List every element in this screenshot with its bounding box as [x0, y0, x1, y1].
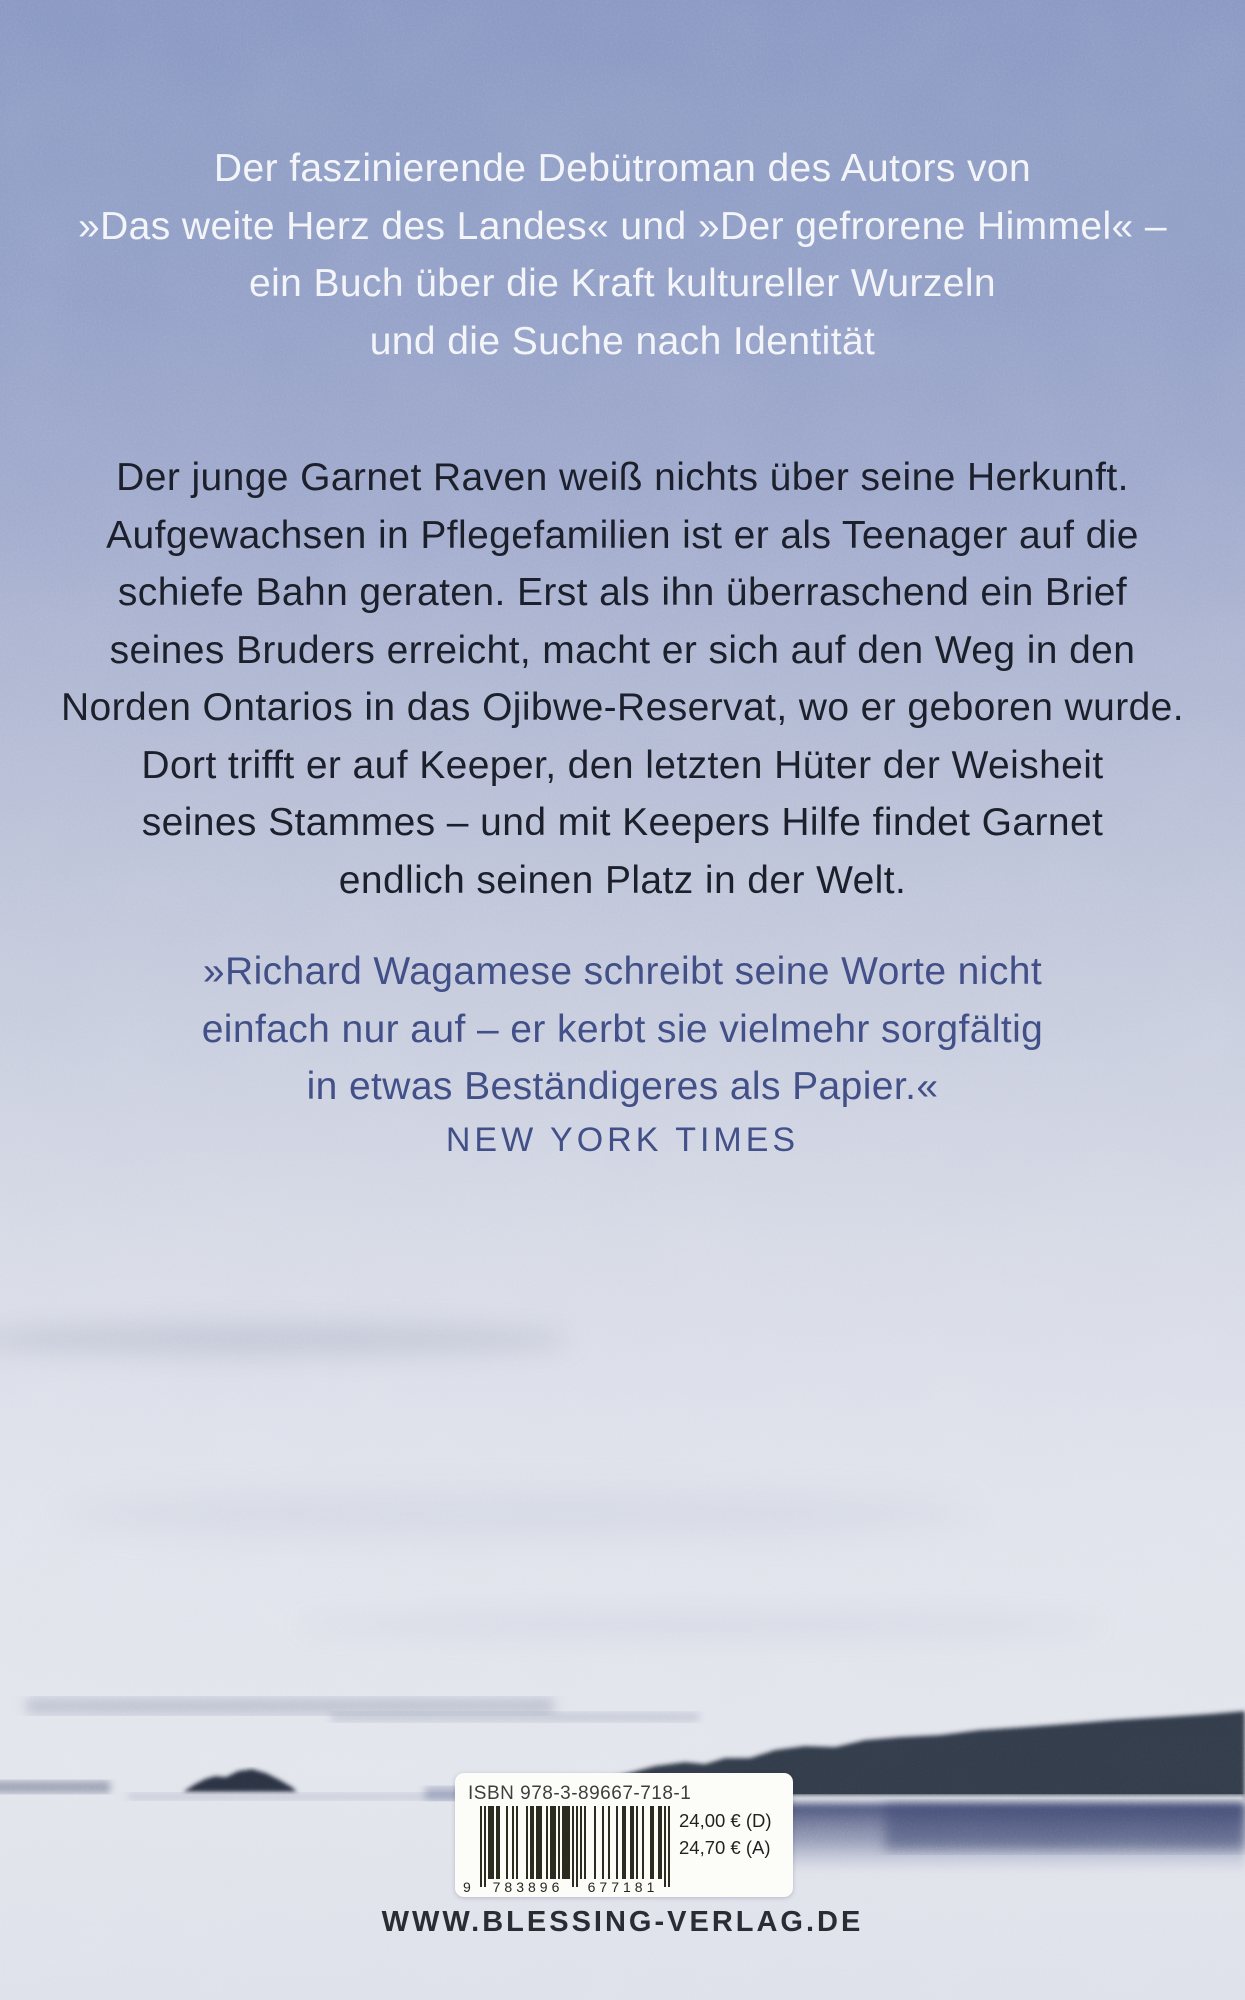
island-silhouette: [183, 1769, 297, 1792]
synopsis-line: seines Bruders erreicht, macht er sich auf den Weg in den: [109, 628, 1136, 672]
island-reflection: [128, 1793, 463, 1800]
headline-text: [0, 140, 1245, 370]
synopsis-line: seines Stammes – und mit Keepers Hilfe findet Garnet: [141, 801, 1104, 844]
isbn-label: [455, 1773, 793, 1897]
synopsis-line: Norden Ontarios in das Ojibwe-Reservat, wo er geboren wurde.: [60, 686, 1185, 729]
watercolor-wash: [60, 1492, 980, 1536]
synopsis-line: endlich seinen Platz in der Welt.: [338, 858, 907, 902]
review-quote: [0, 943, 1245, 1116]
headline-line: und die Suche nach Identität: [369, 319, 876, 363]
headline-line: Der faszinierende Debütroman des Autors von: [213, 147, 1032, 190]
shore-streak: [0, 1781, 110, 1793]
barcode-digits-right: 677181: [587, 1879, 659, 1895]
review-quote-line: »Richard Wagamese schreibt seine Worte nicht: [202, 950, 1043, 993]
headline-line: »Das weite Herz des Landes« und »Der gefrorene Himmel« –: [78, 204, 1167, 248]
headline-line: ein Buch über die Kraft kultureller Wurzeln: [248, 262, 996, 305]
water-reflection-deep: [885, 1804, 1245, 1850]
barcode-digit-first: 9: [463, 1879, 471, 1895]
synopsis-text: [0, 449, 1245, 909]
isbn-text: ISBN 978-3-89667-718-1: [468, 1783, 692, 1804]
cloud-streak: [330, 1712, 700, 1722]
synopsis-line: Aufgewachsen in Pflegefamilien ist er als Teenager auf die: [106, 513, 1139, 557]
price-germany: 24,00 € (D): [679, 1810, 772, 1831]
synopsis-line: schiefe Bahn geraten. Erst als ihn überraschend ein Brief: [117, 571, 1128, 614]
ean-barcode-icon: [480, 1806, 670, 1888]
cloud-streak: [25, 1698, 555, 1714]
synopsis-line: Dort trifft er auf Keeper, den letzten Hüter der Weisheit: [141, 743, 1104, 787]
barcode-digits-left: 783896: [492, 1879, 564, 1895]
watercolor-wash: [0, 1322, 570, 1356]
review-quote-line: in etwas Beständigeres als Papier.«: [306, 1065, 939, 1108]
review-attribution: NEW YORK TIMES: [445, 1121, 800, 1159]
publisher-url: WWW.BLESSING-VERLAG.DE: [381, 1906, 864, 1938]
review-quote-line: einfach nur auf – er kerbt sie vielmehr sorgfältig: [201, 1007, 1044, 1051]
price-austria: 24,70 € (A): [679, 1837, 771, 1858]
synopsis-line: Der junge Garnet Raven weiß nichts über seine Herkunft.: [116, 456, 1129, 499]
